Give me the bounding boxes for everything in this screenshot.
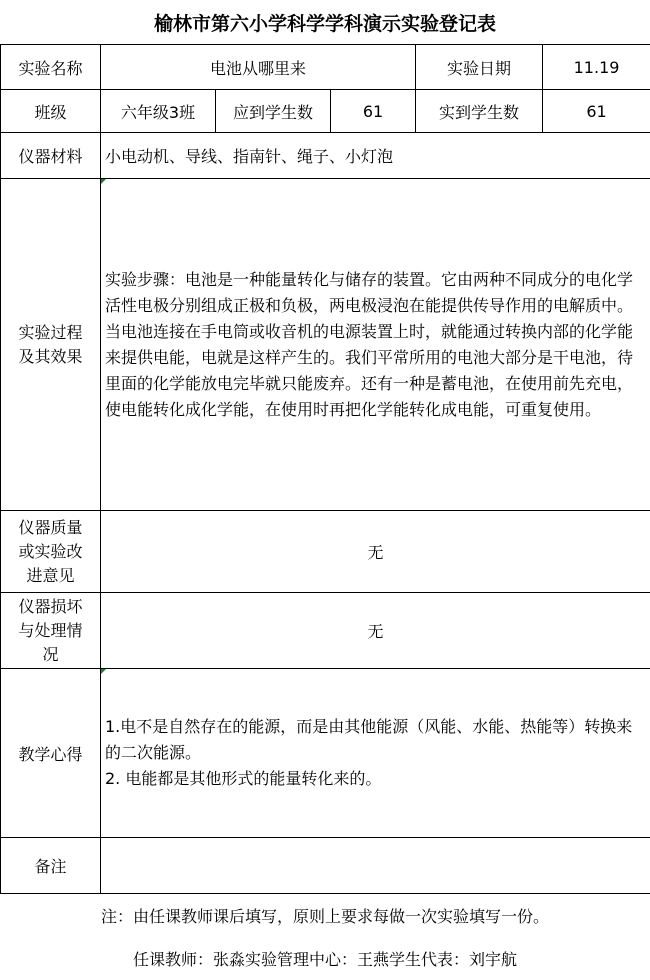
quality-label bbox=[1, 511, 101, 593]
signatures bbox=[0, 937, 650, 980]
row-reflection bbox=[1, 669, 650, 838]
process-text: 实验步骤：电池是一种能量转化与储存的装置。它由两种不同成分的电化学活性电极分别组成正极和负极，两电极浸泡在能提供传导作用的电解质中。当电池连接在手电筒或收音机的电源装置上时，就能通过转换内部的化学能来提供电能，电就是这样产生的。我们平常所用的电池大部分是干电池，待里面的化学能放电完毕就只能废弃。还有一种是蓄电池，在使用前先充电，使电能转化成化学能，在使用时再把化学能转化成电能，可重复使用。 bbox=[105, 269, 634, 419]
row-class bbox=[1, 90, 650, 133]
expected-students-value: 61 bbox=[331, 90, 416, 133]
row-remarks bbox=[1, 838, 650, 894]
footer-note: 注：由任课教师课后填写，原则上要求每做一次实验填写一份。 bbox=[100, 906, 549, 926]
row-quality bbox=[1, 511, 650, 593]
remarks-label: 备注 bbox=[1, 838, 101, 894]
damage-label-line3: 况 bbox=[42, 644, 59, 664]
damage-value: 无 bbox=[101, 593, 650, 669]
experiment-name-label: 实验名称 bbox=[1, 45, 101, 90]
reflection-label: 教学心得 bbox=[1, 669, 101, 838]
experiment-date-value: 11.19 bbox=[543, 45, 650, 90]
actual-students-value: 61 bbox=[543, 90, 650, 133]
row-damage bbox=[1, 593, 650, 669]
materials-label: 仪器材料 bbox=[1, 133, 101, 179]
process-text-cell bbox=[101, 179, 650, 511]
reflection-line1: 1.电不是自然存在的能源，而是由其他能源（风能、水能、热能等）转换来的二次能源。 bbox=[105, 717, 633, 762]
process-label-line2: 及其效果 bbox=[18, 346, 83, 366]
reflection-line2: 2. 电能都是其他形式的能量转化来的。 bbox=[105, 769, 382, 788]
registration-table bbox=[0, 44, 650, 894]
row-process bbox=[1, 179, 650, 511]
student-rep-signature: 学生代表：刘宇航 bbox=[389, 950, 518, 969]
materials-value: 小电动机、导线、指南针、绳子、小灯泡 bbox=[101, 133, 650, 179]
experiment-date-label: 实验日期 bbox=[416, 45, 543, 90]
lab-center-signature: 实验管理中心：王燕 bbox=[244, 950, 389, 969]
class-label: 班级 bbox=[1, 90, 101, 133]
quality-value: 无 bbox=[101, 511, 650, 593]
actual-students-label: 实到学生数 bbox=[416, 90, 543, 133]
reflection-text-cell bbox=[101, 669, 650, 838]
remarks-value bbox=[101, 838, 650, 894]
row-materials bbox=[1, 133, 650, 179]
quality-label-line3: 进意见 bbox=[26, 565, 75, 585]
damage-label bbox=[1, 593, 101, 669]
experiment-name-value: 电池从哪里来 bbox=[101, 45, 416, 90]
process-label bbox=[1, 179, 101, 511]
form-title: 榆林市第六小学科学学科演示实验登记表 bbox=[153, 12, 496, 35]
quality-label-line2: 或实验改 bbox=[18, 541, 83, 561]
damage-label-line2: 与处理情 bbox=[18, 620, 83, 640]
expected-students-label: 应到学生数 bbox=[216, 90, 331, 133]
quality-label-line1: 仪器质量 bbox=[18, 517, 83, 537]
damage-label-line1: 仪器损坏 bbox=[18, 596, 83, 616]
process-label-line1: 实验过程 bbox=[18, 322, 83, 342]
row-experiment-name bbox=[1, 45, 650, 90]
class-value: 六年级3班 bbox=[101, 90, 216, 133]
teacher-signature: 任课教师：张淼 bbox=[132, 950, 245, 969]
cell-marker-icon bbox=[101, 179, 106, 184]
cell-marker-icon bbox=[101, 669, 106, 674]
